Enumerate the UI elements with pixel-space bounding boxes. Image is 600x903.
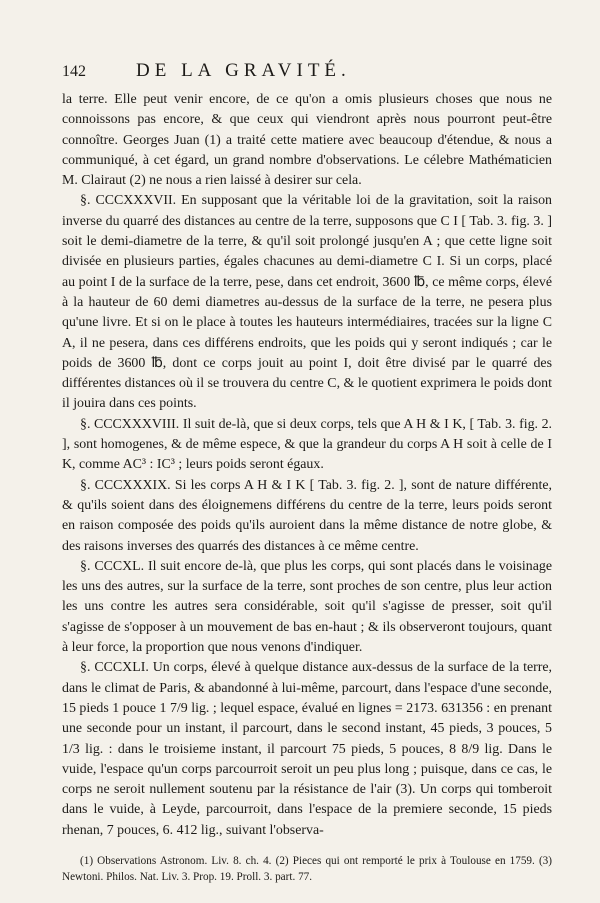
running-title: DE LA GRAVITÉ. <box>136 60 351 81</box>
paragraph-341: §. CCCXLI. Un corps, élevé à quelque distance aux-dessus de la surface de la terre, dans le climat de Paris, & abandonné à lui-même, parcourt, dans l'espace d'une seconde, 15 pieds 1 pouce 1 7/9 lig. ; lequel espace, évalué en lignes = 2173. 631356 : en prenant une seconde pour un instant, il parcourt, dans le second instant, 45 pieds, 3 pouces, 5 1/3 lig. : dans le troisieme instant, il parcourt 75 pieds, 5 pouces, 8 8/9 lig. Dans le vuide, l'espace qu'un corps parcourroit seroit un peu plus long ; puisque, dans ce cas, le corps ne seroit nullement soutenu par la résistance de l'air (3). Un corps qui tomberoit dans le vuide, à Leyde, parcourroit, dans l'espace de la premiere seconde, 15 pieds rhenan, 7 pouces, 6. 412 lig., suivant l'observa- <box>62 660 552 838</box>
paragraph-337: §. CCCXXXVII. En supposant que la véritable loi de la gravitation, soit la raison inverse du quarré des distances au centre de la terre, supposons que C I [ Tab. 3. fig. 3. ] soit le demi-diametre de la terre, & qu'il soit prolongé jusqu'en A ; que cette ligne soit divisée en plusieurs parties, égales chacunes au demi-diametre C I. Si un corps, placé au point I de la surface de la terre, pese, dans cet endroit, 3600 ℔, ce même corps, élevé à la hauteur de 60 demi diametres au-dessus de la surface de la terre, ne pesera plus qu'une livre. Et si on le place à toutes les hauteurs intermédiaires, tracées sur la ligne C A, il ne pesera, dans ces différens endroits, que les poids qui y seront indiqués ; car le poids de 3600 ℔, dont ce corps jouit au point I, doit être divisé par le quarré des différentes distances où il se trouvera du centre C, & le quotient exprimera le poids dont il jouira dans ces points. <box>62 193 552 412</box>
page-header <box>62 60 552 86</box>
document-page <box>62 60 552 885</box>
paragraph-340: §. CCCXL. Il suit encore de-là, que plus les corps, qui sont placés dans le voisinage les uns des autres, sur la surface de la terre, sont proches de son centre, plus leur action les uns contre les autres sera considérable, soit qu'il s'agisse de presser, soit qu'il s'agisse de s'opposer à un mouvement de bas en-haut ; & ils observeront toujours, quant à leur force, la proportion que nous venons d'indiquer. <box>62 558 552 656</box>
paragraph-338: §. CCCXXXVIII. Il suit de-là, que si deux corps, tels que A H & I K, [ Tab. 3. fig. 2. ], sont homogenes, & de même espece, & que la grandeur du corps A H soit à celle de I K, comme AC³ : IC³ ; leurs poids seront égaux. <box>62 416 552 473</box>
page-number: 142 <box>62 63 86 80</box>
footnote-text: (1) Observations Astronom. Liv. 8. ch. 4. (2) Pieces qui ont remporté le prix à Toulouse en 1759. (3) Newtoni. Philos. Nat. Liv. 3. Prop. 19. Proll. 3. part. 77. <box>62 854 552 883</box>
paragraph-continuation: la terre. Elle peut venir encore, de ce qu'on a omis plusieurs choses que nous ne connoissons pas encore, & que ceux qui viendront après nous pourront peut-être connoître. Georges Juan (1) a traité cette matiere avec beaucoup d'étendue, & nous a communiqué, à cet égard, un grand nombre d'observations. Le célebre Mathématicien M. Clairaut (2) ne nous a rien laissé à desirer sur cela. <box>62 92 552 189</box>
paragraph-339: §. CCCXXXIX. Si les corps A H & I K [ Tab. 3. fig. 2. ], sont de nature différente, & qu'ils soient dans des éloignemens différens du centre de la terre, leurs poids seront en raison composée des poids qu'ils auroient dans la même distance de notre globe, & des raisons inverses des quarrés des distances à ce même centre. <box>62 477 552 554</box>
footnotes <box>62 853 552 885</box>
body-text <box>62 90 552 841</box>
